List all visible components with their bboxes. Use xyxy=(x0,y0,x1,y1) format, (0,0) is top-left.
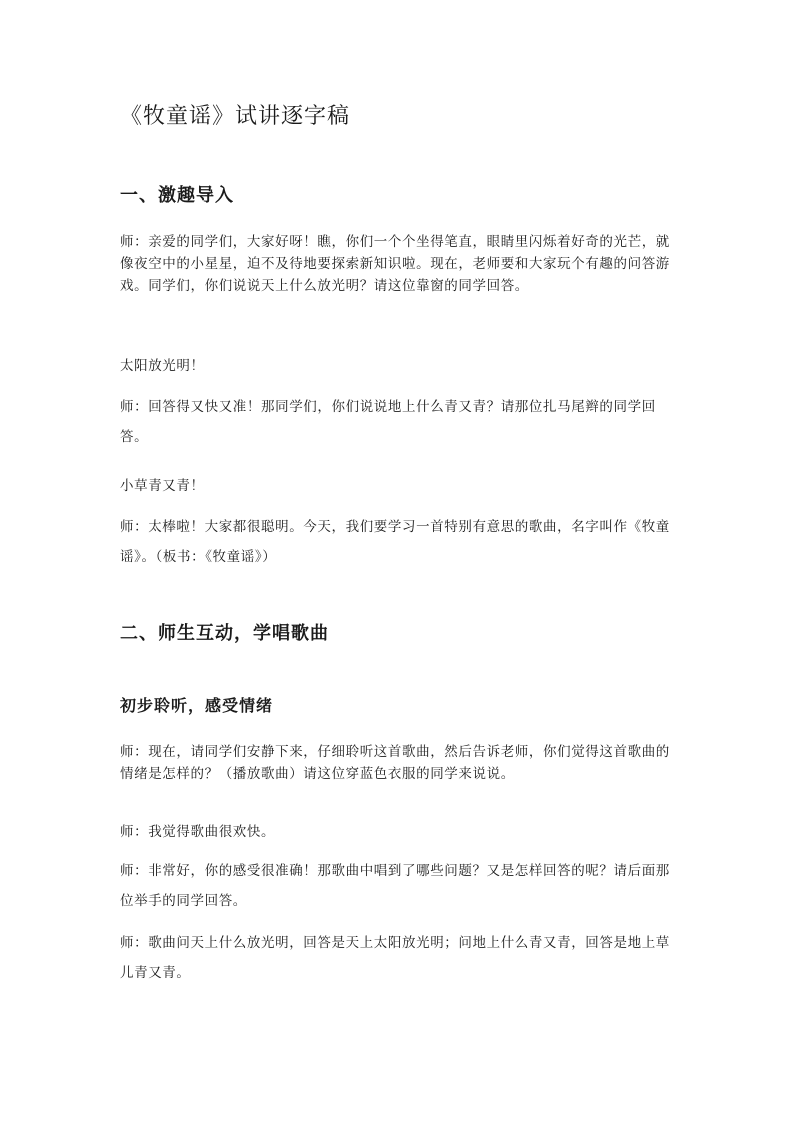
section-heading-intro: 一、激趣导入 xyxy=(120,185,234,206)
paragraph: 师：歌曲问天上什么放光明，回答是天上太阳放光明；问地上什么青又青，回答是地上草儿青又青。 xyxy=(120,935,670,981)
paragraph: 师：非常好，你的感受很准确！那歌曲中唱到了哪些问题？又是怎样回答的呢？请后面那位举手的同学回答。 xyxy=(120,863,670,909)
section-heading-interaction: 二、师生互动，学唱歌曲 xyxy=(120,623,329,644)
paragraph: 太阳放光明！ xyxy=(120,358,205,374)
paragraph: 师：亲爱的同学们，大家好呀！瞧，你们一个个坐得笔直，眼睛里闪烁着好奇的光芒，就像夜空中的小星星，迫不及待地要探索新知识啦。现在，老师要和大家玩个有趣的问答游戏。同学们，你们说说天上什么放光明？请这位靠窗的同学回答。 xyxy=(120,234,670,294)
paragraph: 小草青又青！ xyxy=(120,478,205,494)
paragraph: 师：现在，请同学们安静下来，仔细聆听这首歌曲，然后告诉老师，你们觉得这首歌曲的情绪是怎样的？（播放歌曲）请这位穿蓝色衣服的同学来说说。 xyxy=(120,744,670,782)
paragraph: 师：我觉得歌曲很欢快。 xyxy=(120,824,276,840)
page-title: 《牧童谣》试讲逐字稿 xyxy=(120,104,351,129)
subsection-heading: 初步聆听，感受情绪 xyxy=(120,696,274,715)
paragraph: 师：回答得又快又准！那同学们，你们说说地上什么青又青？请那位扎马尾辫的同学回答。 xyxy=(120,399,656,445)
paragraph: 师：太棒啦！大家都很聪明。今天，我们要学习一首特别有意思的歌曲，名字叫作《牧童谣》。（板书：《牧童谣》） xyxy=(120,519,670,565)
